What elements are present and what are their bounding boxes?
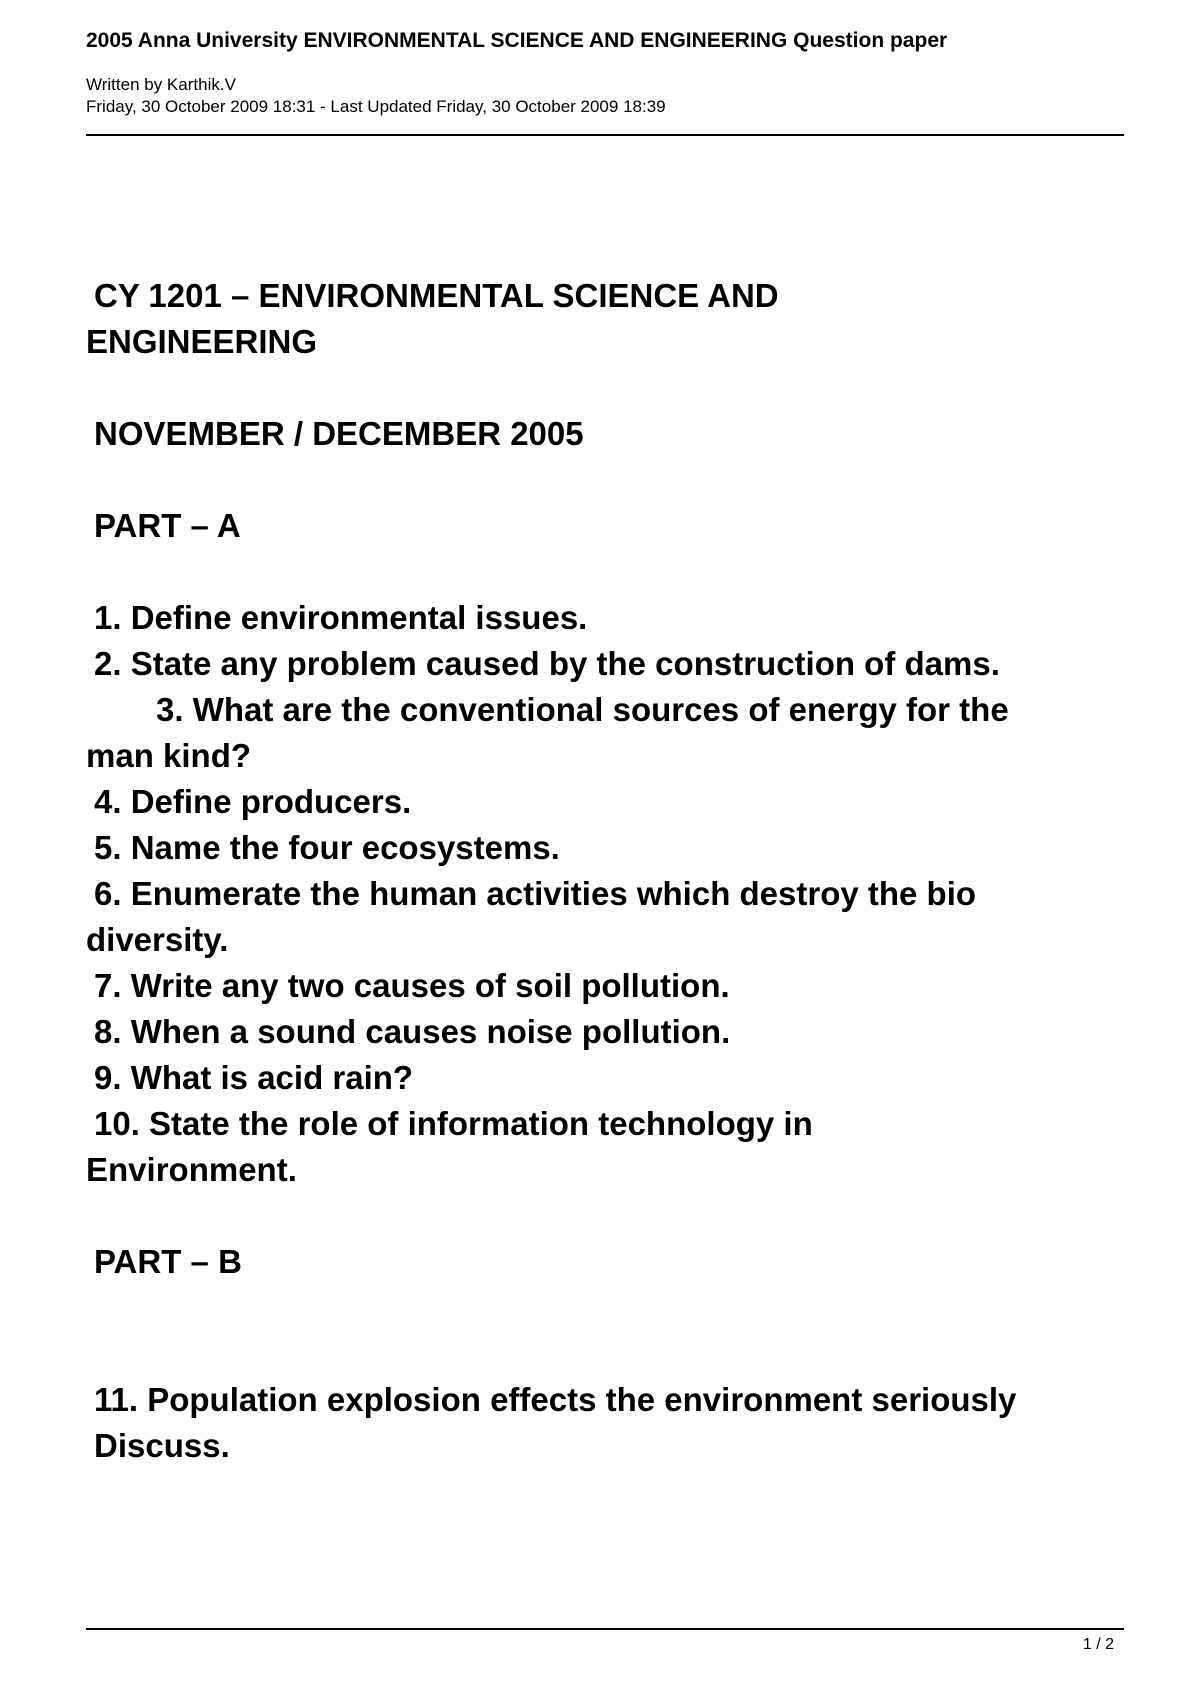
date-line: Friday, 30 October 2009 18:31 - Last Updated Friday, 30 October 2009 18:39	[86, 97, 666, 116]
exam-session: NOVEMBER / DECEMBER 2005	[94, 415, 584, 452]
question-8: 8. When a sound causes noise pollution.	[94, 1013, 731, 1050]
question-6-continued: diversity.	[86, 921, 229, 958]
question-1: 1. Define environmental issues.	[94, 599, 588, 636]
question-11-continued: Discuss.	[94, 1427, 230, 1464]
document-title: 2005 Anna University ENVIRONMENTAL SCIENCE AND ENGINEERING Question paper	[86, 29, 948, 52]
question-6: 6. Enumerate the human activities which destroy the bio	[94, 875, 977, 912]
header-divider	[86, 134, 1124, 136]
question-3-continued: man kind?	[86, 737, 252, 774]
question-10-continued: Environment.	[86, 1151, 297, 1188]
course-title-line-2: ENGINEERING	[86, 323, 318, 360]
question-10: 10. State the role of information technology in	[94, 1105, 813, 1142]
course-title-line-1: CY 1201 – ENVIRONMENTAL SCIENCE AND	[94, 277, 779, 314]
part-b-heading: PART – B	[94, 1243, 242, 1280]
part-a-heading: PART – A	[94, 507, 241, 544]
page-header	[86, 28, 1124, 118]
question-9: 9. What is acid rain?	[94, 1059, 414, 1096]
question-2: 2. State any problem caused by the construction of dams.	[94, 645, 1000, 682]
question-7: 7. Write any two causes of soil pollution.	[94, 967, 730, 1004]
question-3: 3. What are the conventional sources of energy for the	[156, 691, 1009, 728]
question-paper-body	[86, 273, 1126, 1469]
author-line: Written by Karthik.V	[86, 75, 236, 94]
question-11: 11. Population explosion effects the environment seriously	[94, 1381, 1017, 1418]
footer-divider	[86, 1628, 1124, 1630]
page-number: 1 / 2	[1082, 1636, 1114, 1653]
question-4: 4. Define producers.	[94, 783, 412, 820]
question-5: 5. Name the four ecosystems.	[94, 829, 560, 866]
